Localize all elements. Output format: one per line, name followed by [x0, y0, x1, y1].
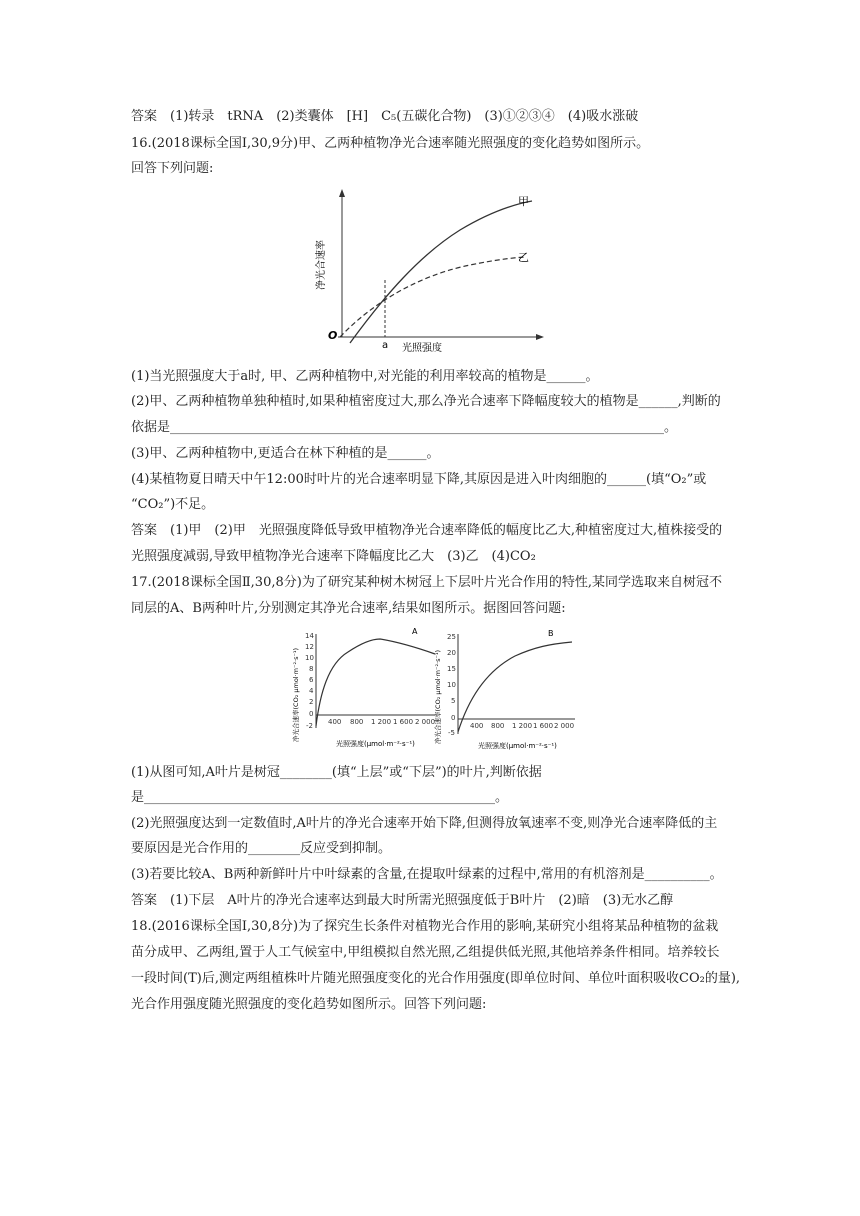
- figure-16-graph: [310, 185, 550, 355]
- chart-b-label: B: [548, 629, 554, 638]
- y-axis-title: 净光合速率: [316, 240, 327, 290]
- q16-part4a: (4)某植物夏日晴天中午12:00时叶片的光合速率明显下降,其原因是进入叶肉细胞的______(填“O₂”或: [131, 472, 707, 487]
- question-16-prompt: 回答下列问题:: [131, 161, 214, 176]
- question-18-stem-a: 18.(2016课标全国Ⅰ,30,8分)为了探究生长条件对植物光合作用的影响,某研究小组将某品种植物的盆栽: [131, 919, 719, 934]
- y-axis-title: 净光合速率(CO₂ μmol·m⁻²·s⁻¹): [292, 647, 300, 742]
- answer-17: 答案 (1)下层 A叶片的净光合速率达到最大时所需光照强度低于B叶片 (2)暗 (3)无水乙醇: [131, 893, 674, 908]
- y-tick: 8: [309, 665, 314, 673]
- y-tick: 12: [305, 643, 314, 651]
- y-tick: 10: [305, 654, 314, 662]
- y-axis-title: 净光合速率(CO₂ μmol·m⁻²·s⁻¹): [434, 649, 442, 744]
- q17-part2b: 要原因是光合作用的________反应受到抑制。: [131, 841, 392, 856]
- q16-part4b: “CO₂”)不足。: [131, 497, 215, 512]
- answer-16a: 答案 (1)甲 (2)甲 光照强度降低导致甲植物净光合速率降低的幅度比乙大,种植密度过大,植株接受的: [131, 523, 723, 538]
- y-tick: 10: [447, 681, 456, 689]
- origin-label: O: [328, 329, 338, 342]
- question-17-stem-b: 同层的A、B两种叶片,分别测定其净光合速率,结果如图所示。据图回答问题:: [131, 601, 566, 616]
- x-tick: 2 000: [415, 718, 436, 726]
- y-tick: 6: [309, 676, 314, 684]
- x-axis-title: 光照强度: [402, 343, 442, 354]
- y-tick: 14: [305, 632, 314, 640]
- question-18-stem-d: 光合作用强度随光照强度的变化趋势如图所示。回答下列问题:: [131, 997, 487, 1012]
- q17-part2a: (2)光照强度达到一定数值时,A叶片的净光合速率开始下降,但测得放氧速率不变,则净光合速率降低的主: [131, 816, 718, 831]
- question-17-stem-a: 17.(2018课标全国Ⅱ,30,8分)为了研究某种树木树冠上下层叶片光合作用的特性,某同学选取来自树冠不: [131, 575, 722, 590]
- y-tick: 0: [451, 714, 456, 722]
- x-tick: 2 000: [554, 722, 575, 730]
- x-tick: 1 600: [393, 718, 414, 726]
- y-tick: 4: [309, 687, 314, 695]
- q17-part3: (3)若要比较A、B两种新鲜叶片中叶绿素的含量,在提取叶绿素的过程中,常用的有机溶剂是__________。: [131, 867, 723, 882]
- question-18-stem-b: 苗分成甲、乙两组,置于人工气候室中,甲组模拟自然光照,乙组提供低光照,其他培养条件相同。培养较长: [131, 945, 720, 960]
- y-tick: 20: [447, 649, 456, 657]
- chart-a-label: A: [412, 627, 418, 636]
- y-axis-arrow: [339, 189, 345, 197]
- answer-15: 答案 (1)转录 tRNA (2)类囊体 [H] C₅(五碳化合物) (3)①②③④ (4)吸水涨破: [131, 109, 639, 124]
- q16-part2b: 依据是____________________________________________________________________________。: [131, 420, 678, 435]
- y-tick: 2: [309, 698, 314, 706]
- y-tick: 5: [451, 697, 456, 705]
- y-tick: -5: [448, 729, 455, 737]
- x-tick: 1 200: [512, 722, 533, 730]
- series-jia-label: 甲: [518, 195, 529, 208]
- q17-part1a: (1)从图可知,A叶片是树冠________(填“上层”或“下层”)的叶片,判断依据: [131, 765, 542, 780]
- series-yi-label: 乙: [518, 251, 529, 264]
- x-tick: 1 200: [371, 718, 392, 726]
- question-16-stem: 16.(2018课标全国Ⅰ,30,9分)甲、乙两种植物净光合速率随光照强度的变化趋势如图所示。: [131, 136, 650, 151]
- figure-17-graph-a: [288, 624, 440, 754]
- x-axis-title: 光照强度(μmol·m⁻²·s⁻¹): [478, 742, 557, 750]
- x-tick: 400: [328, 718, 342, 726]
- figure-17-graph-b: [430, 624, 580, 754]
- x-tick: 800: [350, 718, 364, 726]
- x-axis-arrow: [536, 334, 544, 340]
- x-axis-title: 光照强度(μmol·m⁻²·s⁻¹): [336, 740, 415, 748]
- y-tick: -2: [306, 722, 313, 730]
- answer-16b: 光照强度减弱,导致甲植物净光合速率下降幅度比乙大 (3)乙 (4)CO₂: [131, 549, 536, 564]
- x-tick: 400: [470, 722, 484, 730]
- question-18-stem-c: 一段时间(T)后,测定两组植株叶片随光照强度变化的光合作用强度(即单位时间、单位叶面积吸收CO₂的量),: [131, 971, 741, 986]
- a-tick-label: a: [382, 340, 389, 351]
- y-tick: 0: [309, 710, 314, 718]
- q16-part3: (3)甲、乙两种植物中,更适合在林下种植的是______。: [131, 446, 440, 461]
- y-tick: 15: [447, 665, 456, 673]
- curve-a: [316, 639, 435, 726]
- series-jia-curve: [350, 201, 532, 343]
- x-tick: 800: [491, 722, 505, 730]
- x-tick: 1 600: [533, 722, 554, 730]
- y-tick: 25: [447, 633, 456, 641]
- series-yi-curve: [340, 257, 525, 337]
- q16-part1: (1)当光照强度大于a时, 甲、乙两种植物中,对光能的利用率较高的植物是______。: [131, 369, 599, 384]
- q16-part2a: (2)甲、乙两种植物单独种植时,如果种植密度过大,那么净光合速率下降幅度较大的植物是______,判断的: [131, 394, 721, 409]
- q17-part1b: 是______________________________________________________。: [131, 790, 508, 805]
